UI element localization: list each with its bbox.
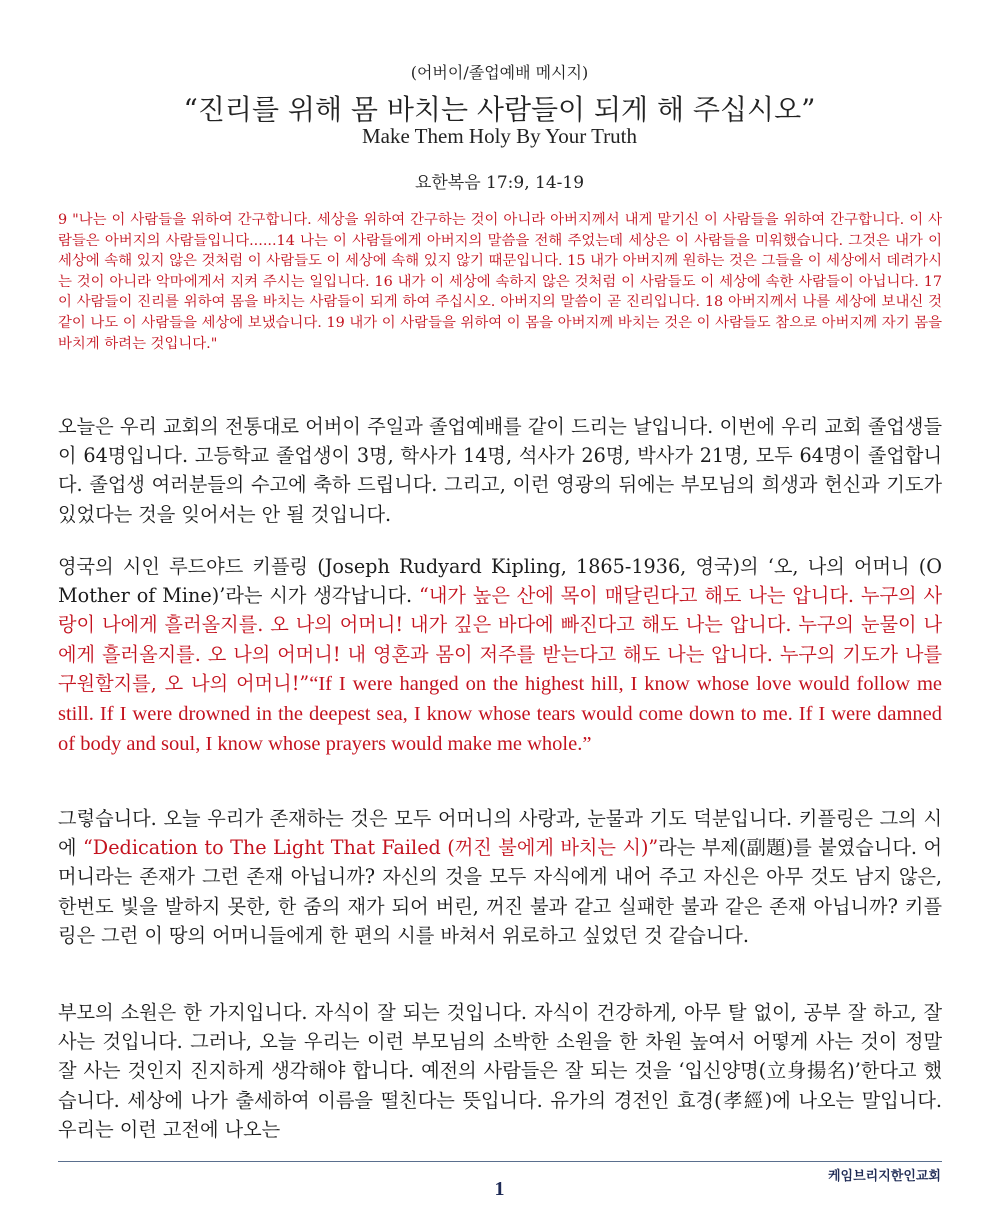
- sermon-title-english: Make Them Holy By Your Truth: [362, 124, 637, 148]
- page-number: 1: [494, 1178, 505, 1200]
- poem-subtitle-quote: “Dedication to The Light That Failed (꺼진 불에게 바치는 시)”: [83, 836, 659, 860]
- scripture-passage: 9 "나는 이 사람들을 위하여 간구합니다. 세상을 위하여 간구하는 것이 아니라 아버지께서 내게 맡기신 이 사람들을 위하여 간구합니다. 이 사람들은 아버지의 사람들입니다......14 나는 이 사람들에게 아버지의 말씀을 전해 주었는데 세상은 이 사람들을 미워했습니다. 그것은 내가 이 세상에 속해 있지 않은 것처럼 이 사람들도 이 세상에 속해 있지 않기 때문입니다. 15 내가 아버지께 원하는 것은 그들을 이 세상에서 데려가시는 것이 아니라 악마에게서 지켜 주시는 일입니다. 16 내가 이 세상에 속하지 않은 것처럼 이 사람들도 이 세상에 속한 사람들이 아닙니다. 17 이 사람들이 진리를 위하여 몸을 바치는 사람들이 되게 하여 주십시오. 아버지의 말씀이 곧 진리입니다. 18 아버지께서 나를 세상에 보내신 것같이 나도 이 사람들을 세상에 보냈습니다. 19 내가 이 사람들을 위하여 이 몸을 아버지께 바치는 것은 이 사람들도 참으로 아버지께 자기 몸을 바치게 하려는 것입니다.": [58, 212, 942, 352]
- paragraph-2: [58, 552, 942, 759]
- poem-quote-english: “If I were hanged on the highest hill, I know whose love would follow me still. If I were drowned in the deepest sea, I know whose tears would come down to me. If I were damned of body and soul, I know whose prayers would make me whole.”: [58, 672, 942, 756]
- poem-quote-korean: “내가 높은 산에 목이 매달린다고 해도 나는 압니다. 누구의 사랑이 나에게 흘러올지를. 오 나의 어머니! 내가 깊은 바다에 빠진다고 해도 나는 압니다. 누구의 눈물이 나에게 흘러올지를. 오 나의 어머니! 내 영혼과 몸이 저주를 받는다고 해도 나는 압니다. 누구의 기도가 나를 구원할지를, 오 나의 어머니!”: [58, 584, 942, 695]
- paragraph-3: [58, 804, 942, 950]
- scripture-reference: 요한복음 17:9, 14-19: [414, 173, 585, 193]
- church-name: 케임브리지한인교회: [827, 1169, 941, 1184]
- paragraph-1: 오늘은 우리 교회의 전통대로 어버이 주일과 졸업예배를 같이 드리는 날입니다. 이번에 우리 교회 졸업생들이 64명입니다. 고등학교 졸업생이 3명, 학사가 14명, 석사가 26명, 박사가 21명, 모두 64명이 졸업합니다. 졸업생 여러분들의 수고에 축하 드립니다. 그리고, 이런 영광의 뒤에는 부모님의 희생과 헌신과 기도가 있었다는 것을 잊어서는 안 될 것입니다.: [58, 415, 942, 526]
- paragraph-3-part-a: 그렇습니다. 오늘 우리가 존재하는 것은 모두 어머니의 사랑과, 눈물과 기도 덕분입니다. 키플링은 그의 시에: [58, 807, 942, 860]
- sermon-category: (어버이/졸업예배 메시지): [410, 63, 589, 82]
- paragraph-2-intro: 영국의 시인 루드야드 키플링 (Joseph Rudyard Kipling, 1865-1936, 영국)의 ‘오, 나의 어머니 (O Mother of Mine)’라는 시가 생각납니다.: [58, 555, 942, 608]
- sermon-title: “진리를 위해 몸 바치는 사람들이 되게 해 주십시오”: [183, 93, 816, 126]
- footer-divider: [58, 1161, 942, 1162]
- paragraph-3-part-b: 라는 부제(副題)를 붙였습니다. 어머니라는 존재가 그런 존재 아닙니까? 자신의 것을 모두 자식에게 내어 주고 자신은 아무 것도 남지 않은, 한번도 빛을 발하지 못한, 한 줌의 재가 되어 버린, 꺼진 불과 같고 실패한 불과 같은 존재 아닙니까? 키플링은 그런 이 땅의 어머니들에게 한 편의 시를 바쳐서 위로하고 싶었던 것 같습니다.: [58, 836, 942, 947]
- paragraph-4: 부모의 소원은 한 가지입니다. 자식이 잘 되는 것입니다. 자식이 건강하게, 아무 탈 없이, 공부 잘 하고, 잘 사는 것입니다. 그러나, 오늘 우리는 이런 부모님의 소박한 소원을 한 차원 높여서 어떻게 사는 것이 정말 잘 사는 것인지 진지하게 생각해야 합니다. 예전의 사람들은 잘 되는 것을 ‘입신양명(立身揚名)’한다고 했습니다. 세상에 나가 출세하여 이름을 떨친다는 뜻입니다. 유가의 경전인 효경(孝經)에 나오는 말입니다. 우리는 이런 고전에 나오는: [58, 1001, 942, 1141]
